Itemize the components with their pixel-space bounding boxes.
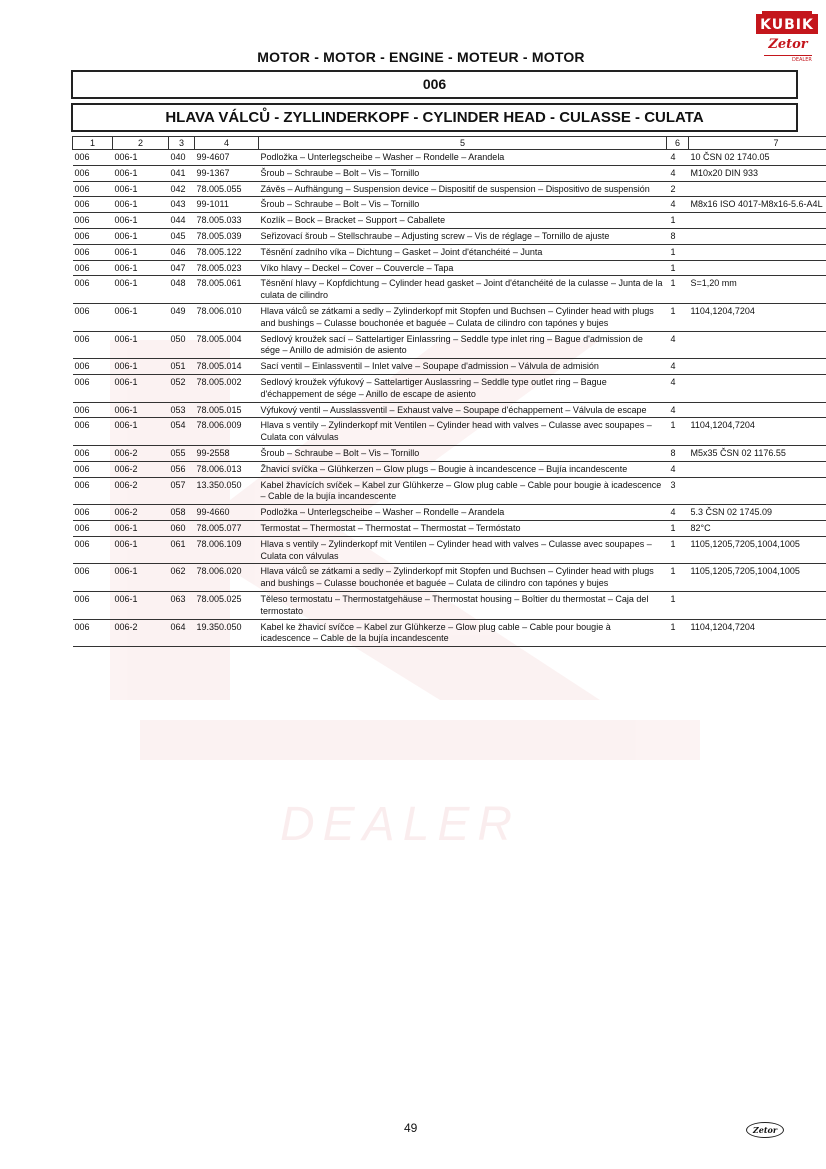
cell-group: 006 (73, 260, 113, 276)
cell-note (689, 591, 826, 619)
page-number: 49 (404, 1121, 418, 1135)
cell-figure: 006-1 (113, 303, 169, 331)
cell-position: 051 (169, 359, 195, 375)
cell-position: 045 (169, 228, 195, 244)
cell-quantity: 1 (667, 303, 689, 331)
cell-figure: 006-2 (113, 445, 169, 461)
cell-figure: 006-1 (113, 359, 169, 375)
cell-quantity: 1 (667, 520, 689, 536)
cell-group: 006 (73, 402, 113, 418)
cell-position: 048 (169, 276, 195, 304)
cell-position: 060 (169, 520, 195, 536)
cell-note: M5x35 ČSN 02 1176.55 (689, 445, 826, 461)
cell-quantity: 1 (667, 536, 689, 564)
cell-part-number: 78.005.077 (195, 520, 259, 536)
cell-part-number: 78.006.010 (195, 303, 259, 331)
cell-note (689, 228, 826, 244)
cell-part-number: 78.005.004 (195, 331, 259, 359)
cell-note (689, 260, 826, 276)
parts-table (72, 136, 826, 647)
cell-group: 006 (73, 359, 113, 375)
table-row (73, 181, 826, 197)
logo-brand-box (756, 14, 818, 34)
cell-description: Hlava válců se zátkami a sedly – Zylinderkopf mit Stopfen und Buchsen – Cylinder head with plugs and bushings – Culasse bouchonée et baguée – Culata de cilindro con tapónes y bujes (259, 303, 667, 331)
cell-group: 006 (73, 213, 113, 229)
cell-quantity: 8 (667, 445, 689, 461)
cell-description: Hlava s ventily – Zylinderkopf mit Ventilen – Cylinder head with valves – Culasse avec soupapes – Culata con válvulas (259, 536, 667, 564)
section-title: HLAVA VÁLCŮ - ZYLLINDERKOPF - CYLINDER HEAD - CULASSE - CULATA (71, 103, 798, 132)
cell-part-number: 78.006.013 (195, 461, 259, 477)
cell-figure: 006-1 (113, 150, 169, 166)
cell-note (689, 402, 826, 418)
cell-part-number: 78.006.009 (195, 418, 259, 446)
cell-group: 006 (73, 244, 113, 260)
cell-note (689, 181, 826, 197)
cell-description: Kabel ke žhavicí svíčce – Kabel zur Glühkerze – Glow plug cable – Cable pour bougie à icadescence – Cable de la bujía incandescente (259, 619, 667, 647)
cell-position: 042 (169, 181, 195, 197)
cell-part-number: 19.350.050 (195, 619, 259, 647)
cell-description: Těsnění zadního víka – Dichtung – Gasket – Joint d'étanchéité – Junta (259, 244, 667, 260)
cell-description: Podložka – Unterlegscheibe – Washer – Rondelle – Arandela (259, 150, 667, 166)
cell-part-number: 13.350.050 (195, 477, 259, 505)
cell-description: Těleso termostatu – Thermostatgehäuse – Thermostat housing – Boîtier du thermostat – Caja del termostato (259, 591, 667, 619)
logo-tag: DEALER (792, 57, 812, 63)
cell-position: 057 (169, 477, 195, 505)
cell-position: 041 (169, 165, 195, 181)
cell-part-number: 78.005.015 (195, 402, 259, 418)
cell-quantity: 3 (667, 477, 689, 505)
cell-note (689, 331, 826, 359)
cell-group: 006 (73, 445, 113, 461)
cell-note: M10x20 DIN 933 (689, 165, 826, 181)
cell-description: Seřizovací šroub – Stellschraube – Adjusting screw – Vis de réglage – Tornillo de ajuste (259, 228, 667, 244)
table-row (73, 374, 826, 402)
cell-group: 006 (73, 228, 113, 244)
cell-group: 006 (73, 276, 113, 304)
cell-group: 006 (73, 564, 113, 592)
table-row (73, 402, 826, 418)
cell-quantity: 1 (667, 213, 689, 229)
column-header: 2 (113, 137, 169, 150)
cell-description: Těsnění hlavy – Kopfdichtung – Cylinder head gasket – Joint d'étanchéité de la culasse – Junta de la culata de cilindro (259, 276, 667, 304)
cell-description: Víko hlavy – Deckel – Cover – Couvercle – Tapa (259, 260, 667, 276)
cell-note: S=1,20 mm (689, 276, 826, 304)
cell-part-number: 78.005.025 (195, 591, 259, 619)
cell-description: Podložka – Unterlegscheibe – Washer – Rondelle – Arandela (259, 505, 667, 521)
logo-sub: Zetor (768, 37, 808, 52)
cell-note (689, 359, 826, 375)
cell-part-number: 78.005.061 (195, 276, 259, 304)
cell-figure: 006-1 (113, 536, 169, 564)
cell-figure: 006-2 (113, 477, 169, 505)
cell-quantity: 1 (667, 418, 689, 446)
cell-description: Šroub – Schraube – Bolt – Vis – Tornillo (259, 197, 667, 213)
cell-position: 062 (169, 564, 195, 592)
cell-figure: 006-1 (113, 591, 169, 619)
cell-figure: 006-2 (113, 619, 169, 647)
cell-quantity: 4 (667, 331, 689, 359)
cell-note (689, 244, 826, 260)
cell-position: 050 (169, 331, 195, 359)
cell-quantity: 4 (667, 461, 689, 477)
cell-figure: 006-1 (113, 374, 169, 402)
table-row (73, 359, 826, 375)
cell-note: 1104,1204,7204 (689, 619, 826, 647)
cell-group: 006 (73, 619, 113, 647)
cell-group: 006 (73, 331, 113, 359)
cell-description: Kabel žhavících svíček – Kabel zur Glühkerze – Glow plug cable – Cable pour bougie à icadescence – Cable de la bujía incandescente (259, 477, 667, 505)
table-row (73, 213, 826, 229)
cell-part-number: 78.005.023 (195, 260, 259, 276)
table-row (73, 520, 826, 536)
cell-position: 044 (169, 213, 195, 229)
cell-position: 061 (169, 536, 195, 564)
cell-part-number: 78.006.109 (195, 536, 259, 564)
cell-part-number: 78.005.055 (195, 181, 259, 197)
cell-position: 040 (169, 150, 195, 166)
table-row (73, 260, 826, 276)
cell-figure: 006-1 (113, 213, 169, 229)
cell-description: Sedlový kroužek výfukový – Sattelartiger Auslassring – Seddle type outlet ring – Bague d'échappement de sége – Anillo de escape de asiento (259, 374, 667, 402)
cell-quantity: 4 (667, 374, 689, 402)
cell-description: Termostat – Thermostat – Thermostat – Thermostat – Termóstato (259, 520, 667, 536)
cell-group: 006 (73, 150, 113, 166)
table-row (73, 418, 826, 446)
cell-quantity: 1 (667, 619, 689, 647)
cell-description: Šroub – Schraube – Bolt – Vis – Tornillo (259, 165, 667, 181)
cell-figure: 006-1 (113, 197, 169, 213)
parts-table-body (73, 150, 826, 647)
cell-note (689, 374, 826, 402)
cell-part-number: 78.006.020 (195, 564, 259, 592)
cell-part-number: 78.005.002 (195, 374, 259, 402)
cell-quantity: 1 (667, 591, 689, 619)
cell-quantity: 1 (667, 564, 689, 592)
column-header: 6 (667, 137, 689, 150)
cell-note: 1105,1205,7205,1004,1005 (689, 536, 826, 564)
cell-note: 1104,1204,7204 (689, 418, 826, 446)
cell-figure: 006-1 (113, 331, 169, 359)
cell-group: 006 (73, 181, 113, 197)
cell-part-number: 99-4607 (195, 150, 259, 166)
cell-position: 052 (169, 374, 195, 402)
cell-figure: 006-1 (113, 181, 169, 197)
cell-position: 063 (169, 591, 195, 619)
cell-position: 064 (169, 619, 195, 647)
cell-description: Kozlík – Bock – Bracket – Support – Caballete (259, 213, 667, 229)
page-title: MOTOR - MOTOR - ENGINE - MOTEUR - MOTOR (257, 49, 585, 65)
table-row (73, 445, 826, 461)
cell-quantity: 4 (667, 197, 689, 213)
cell-note: 1104,1204,7204 (689, 303, 826, 331)
cell-figure: 006-1 (113, 402, 169, 418)
cell-group: 006 (73, 591, 113, 619)
column-header: 5 (259, 137, 667, 150)
table-row (73, 303, 826, 331)
cell-figure: 006-1 (113, 276, 169, 304)
table-row (73, 244, 826, 260)
cell-position: 046 (169, 244, 195, 260)
cell-figure: 006-1 (113, 418, 169, 446)
cell-part-number: 99-1011 (195, 197, 259, 213)
cell-figure: 006-1 (113, 165, 169, 181)
cell-group: 006 (73, 536, 113, 564)
cell-note: 5.3 ČSN 02 1745.09 (689, 505, 826, 521)
cell-note: M8x16 ISO 4017-M8x16-5.6-A4L (689, 197, 826, 213)
table-row (73, 564, 826, 592)
cell-part-number: 99-1367 (195, 165, 259, 181)
cell-part-number: 99-2558 (195, 445, 259, 461)
group-code: 006 (71, 70, 798, 99)
table-row (73, 461, 826, 477)
cell-description: Žhavicí svíčka – Glühkerzen – Glow plugs – Bougie à incandescence – Bujía incandescente (259, 461, 667, 477)
cell-position: 047 (169, 260, 195, 276)
cell-group: 006 (73, 520, 113, 536)
cell-quantity: 4 (667, 359, 689, 375)
cell-position: 054 (169, 418, 195, 446)
zetor-footer-logo: Zetor (746, 1122, 784, 1138)
cell-part-number: 78.005.039 (195, 228, 259, 244)
cell-group: 006 (73, 505, 113, 521)
cell-description: Šroub – Schraube – Bolt – Vis – Tornillo (259, 445, 667, 461)
cell-description: Hlava s ventily – Zylinderkopf mit Ventilen – Cylinder head with valves – Culasse avec soupapes – Culata con válvulas (259, 418, 667, 446)
cell-figure: 006-1 (113, 564, 169, 592)
cell-position: 056 (169, 461, 195, 477)
parts-table-header (73, 137, 826, 150)
table-row (73, 165, 826, 181)
table-row (73, 477, 826, 505)
cell-position: 053 (169, 402, 195, 418)
cell-quantity: 4 (667, 505, 689, 521)
column-header: 4 (195, 137, 259, 150)
cell-note: 82°C (689, 520, 826, 536)
table-row (73, 331, 826, 359)
cell-description: Hlava válců se zátkami a sedly – Zylinderkopf mit Stopfen und Buchsen – Cylinder head with plugs and bushings – Culasse bouchonée et baguée – Culata de cilindro con tapónes y bujes (259, 564, 667, 592)
cell-quantity: 1 (667, 244, 689, 260)
cell-part-number: 99-4660 (195, 505, 259, 521)
cell-description: Sací ventil – Einlassventil – Inlet valve – Soupape d'admission – Válvula de admisión (259, 359, 667, 375)
cell-part-number: 78.005.122 (195, 244, 259, 260)
cell-group: 006 (73, 477, 113, 505)
cell-quantity: 8 (667, 228, 689, 244)
cell-description: Závěs – Aufhängung – Suspension device – Dispositif de suspension – Dispositivo de suspensión (259, 181, 667, 197)
cell-note (689, 213, 826, 229)
table-row (73, 276, 826, 304)
cell-figure: 006-2 (113, 461, 169, 477)
cell-quantity: 4 (667, 165, 689, 181)
cell-note: 1105,1205,7205,1004,1005 (689, 564, 826, 592)
cell-group: 006 (73, 197, 113, 213)
column-header: 3 (169, 137, 195, 150)
table-row (73, 619, 826, 647)
table-row (73, 150, 826, 166)
cell-part-number: 78.005.033 (195, 213, 259, 229)
cell-figure: 006-1 (113, 244, 169, 260)
cell-group: 006 (73, 165, 113, 181)
table-row (73, 228, 826, 244)
cell-figure: 006-2 (113, 505, 169, 521)
cell-note: 10 ČSN 02 1740.05 (689, 150, 826, 166)
cell-position: 058 (169, 505, 195, 521)
cell-quantity: 1 (667, 276, 689, 304)
column-header: 1 (73, 137, 113, 150)
cell-note (689, 477, 826, 505)
cell-description: Výfukový ventil – Ausslassventil – Exhaust valve – Soupape d'échappement – Válvula de escape (259, 402, 667, 418)
cell-part-number: 78.005.014 (195, 359, 259, 375)
cell-group: 006 (73, 418, 113, 446)
table-row (73, 505, 826, 521)
cell-position: 055 (169, 445, 195, 461)
cell-description: Sedlový kroužek sací – Sattelartiger Einlassring – Seddle type inlet ring – Bague d'admission de sége – Anillo de admisión de asiento (259, 331, 667, 359)
cell-quantity: 4 (667, 402, 689, 418)
cell-position: 043 (169, 197, 195, 213)
logo-brand: KUBIK (760, 17, 814, 33)
cell-group: 006 (73, 461, 113, 477)
cell-group: 006 (73, 303, 113, 331)
table-row (73, 197, 826, 213)
cell-figure: 006-1 (113, 260, 169, 276)
watermark-text: DEALER (280, 798, 521, 851)
table-row (73, 591, 826, 619)
cell-quantity: 1 (667, 260, 689, 276)
cell-figure: 006-1 (113, 520, 169, 536)
cell-group: 006 (73, 374, 113, 402)
table-row (73, 536, 826, 564)
cell-quantity: 4 (667, 150, 689, 166)
cell-position: 049 (169, 303, 195, 331)
cell-quantity: 2 (667, 181, 689, 197)
cell-figure: 006-1 (113, 228, 169, 244)
cell-note (689, 461, 826, 477)
column-header: 7 (689, 137, 826, 150)
